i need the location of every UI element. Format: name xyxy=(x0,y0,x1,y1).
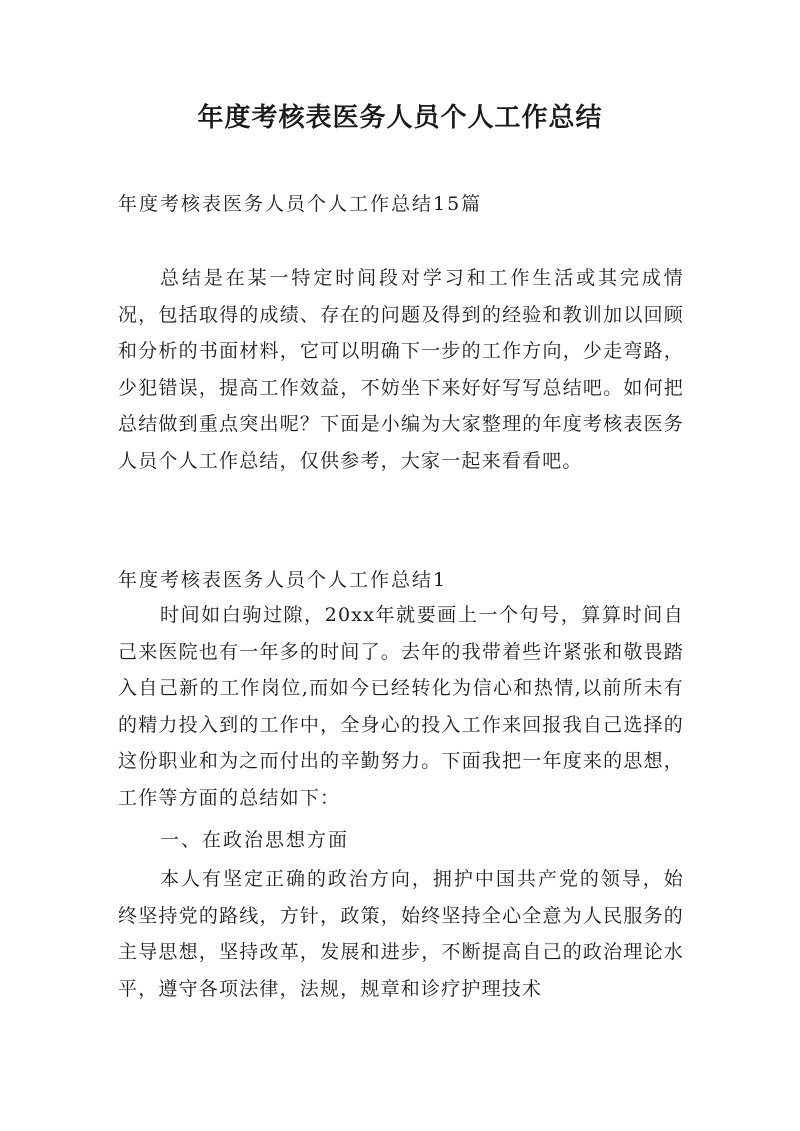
body-paragraph: 本人有坚定正确的政治方向，拥护中国共产党的领导，始终坚持党的路线，方针，政策，始终坚持全心全意为人民服务的主导思想，坚持改革，发展和进步，不断提高自己的政治理论水平，遵守各项法律，法规，规章和诊疗护理技术 xyxy=(118,868,684,1000)
document-title: 年度考核表医务人员个人工作总结 xyxy=(197,103,603,133)
sub-heading: 一、在政治思想方面 xyxy=(160,829,350,851)
body-paragraph: 时间如白驹过隙，20xx年就要画上一个句号，算算时间自己来医院也有一年多的时间了。去年的我带着些许紧张和敬畏踏入自己新的工作岗位,而如今已经转化为信心和热情,以前所未有的精力投入到的工作中，全身心的投入工作来回报我自己选择的这份职业和为之而付出的辛勤努力。下面我把一年度来的思想，工作等方面的总结如下： xyxy=(118,604,684,809)
section-heading: 年度考核表医务人员个人工作总结1 xyxy=(118,569,448,591)
intro-paragraph: 总结是在某一特定时间段对学习和工作生活或其完成情况，包括取得的成绩、存在的问题及得到的经验和教训加以回顾和分析的书面材料，它可以明确下一步的工作方向，少走弯路，少犯错误，提高工作效益，不妨坐下来好好写写总结吧。如何把总结做到重点突出呢？下面是小编为大家整理的年度考核表医务人员个人工作总结，仅供参考，大家一起来看看吧。 xyxy=(118,267,684,472)
document-subtitle: 年度考核表医务人员个人工作总结15篇 xyxy=(118,193,483,215)
